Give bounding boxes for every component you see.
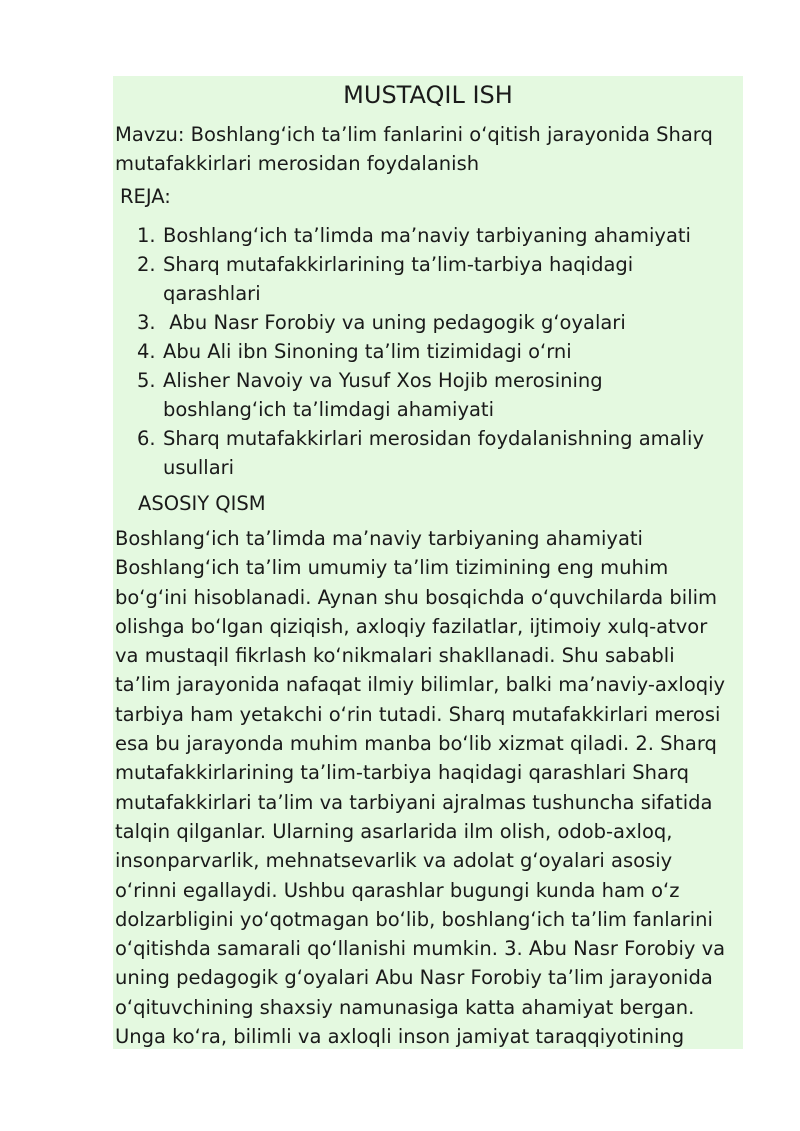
- plan-item: [137, 337, 737, 366]
- body-line: tarbiya ham yetakchi o‘rin tutadi. Sharq mutafakkirlari merosi: [115, 702, 721, 726]
- body-line: o‘qitishda samarali qo‘llanishi mumkin. 3. Abu Nasr Forobiy va: [115, 937, 726, 961]
- plan-list: [137, 221, 737, 482]
- body-paragraph: [115, 524, 743, 1051]
- body-line: olishga bo‘lgan qiziqish, axloqiy fazilatlar, ijtimoiy xulq-atvor: [115, 614, 708, 638]
- body-line: mutafakkirlarining ta’lim-tarbiya haqidagi qarashlari Sharq: [115, 761, 690, 785]
- plan-item-text: usullari: [163, 456, 235, 479]
- plan-item-text: qarashlari: [163, 282, 261, 305]
- body-line: o‘qituvchining shaxsiy namunasiga katta ahamiyat bergan.: [115, 995, 695, 1019]
- body-line: dolzarbligini yo‘qotmagan bo‘lib, boshlang‘ich ta’lim fanlarini: [115, 907, 713, 931]
- body-line: Boshlang‘ich ta’limda ma’naviy tarbiyaning ahamiyati: [115, 527, 643, 550]
- plan-item: [137, 366, 737, 424]
- topic-paragraph: [115, 120, 741, 178]
- plan-heading: REJA:: [120, 185, 171, 208]
- document-title: MUSTAQIL ISH: [343, 81, 513, 109]
- plan-item-number: 5.: [137, 369, 156, 392]
- plan-item-text: Sharq mutafakkirlari merosidan foydalanishning amaliy: [163, 427, 705, 450]
- plan-item: [137, 221, 737, 250]
- plan-item-number: 3.: [137, 311, 156, 334]
- body-line: mutafakkirlari ta’lim va tarbiyani ajralmas tushuncha sifatida: [115, 790, 713, 814]
- body-line: Boshlang‘ich ta’lim umumiy ta’lim tizimining eng muhim: [115, 556, 669, 580]
- plan-item-text: Sharq mutafakkirlarining ta’lim-tarbiya haqidagi: [163, 253, 634, 276]
- plan-item-text: Abu Nasr Forobiy va uning pedagogik g‘oyalari: [163, 311, 626, 334]
- body-line: ta’lim jarayonida nafaqat ilmiy bilimlar, balki ma’naviy-axloqiy: [115, 673, 726, 697]
- plan-item-text: boshlang‘ich ta’limdagi ahamiyati: [163, 398, 494, 421]
- topic-line: Mavzu: Boshlang‘ich ta’lim fanlarini o‘qitish jarayonida Sharq: [115, 123, 713, 146]
- plan-item-text: Abu Ali ibn Sinoning ta’lim tizimidagi o‘rni: [163, 340, 572, 363]
- plan-item: [137, 308, 737, 337]
- body-line: o‘rinni egallaydi. Ushbu qarashlar bugungi kunda ham o‘z: [115, 878, 680, 902]
- plan-item-number: 6.: [137, 427, 156, 450]
- plan-item-text: Boshlang‘ich ta’limda ma’naviy tarbiyaning ahamiyati: [163, 224, 691, 247]
- body-line: uning pedagogik g‘oyalari Abu Nasr Forobiy ta’lim jarayonida: [115, 966, 713, 990]
- plan-item-number: 1.: [137, 224, 156, 247]
- body-line: va mustaqil fikrlash ko‘nikmalari shakllanadi. Shu sababli: [115, 644, 675, 668]
- body-line: Unga ko‘ra, bilimli va axloqli inson jamiyat taraqqiyotining: [115, 1025, 685, 1049]
- topic-line: mutafakkirlari merosidan foydalanish: [115, 152, 480, 175]
- plan-item: [137, 424, 737, 482]
- body-line: insonparvarlik, mehnatsevarlik va adolat g‘oyalari asosiy: [115, 849, 673, 873]
- plan-item: [137, 250, 737, 308]
- plan-item-text: Alisher Navoiy va Yusuf Xos Hojib merosining: [163, 369, 603, 392]
- body-line: esa bu jarayonda muhim manba bo‘lib xizmat qiladi. 2. Sharq: [115, 732, 717, 756]
- body-line: bo‘g‘ini hisoblanadi. Aynan shu bosqichda o‘quvchilarda bilim: [115, 585, 718, 609]
- body-line: talqin qilganlar. Ularning asarlarida ilm olish, odob-axloq,: [115, 819, 673, 843]
- document-page: [113, 76, 743, 1049]
- main-section-heading: ASOSIY QISM: [138, 492, 266, 515]
- plan-item-number: 2.: [137, 253, 156, 276]
- plan-item-number: 4.: [137, 340, 156, 363]
